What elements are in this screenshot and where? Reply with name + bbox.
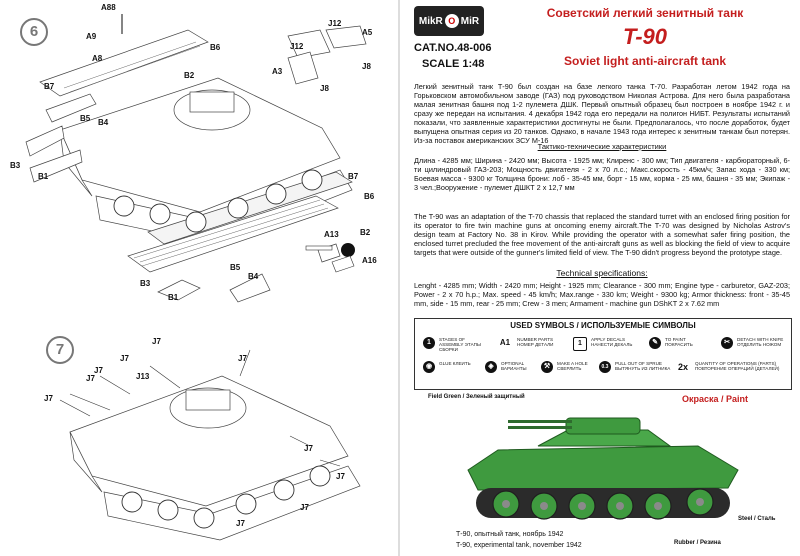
part-label: B3 [10,161,21,170]
spec-text-en: Lenght - 4285 mm; Width - 2420 mm; Height - 1925 mm; Clearance - 300 mm; Engine type - carburetor, GAZ-203; Power - 2 x 70 h.p.; Max. speed - 45 km/h; Max.range - 330 km; Weight - 9300 kg; Armor thickness: front - 35-45 mm, side - 15 mm, rear - 25 mm; Crew - 3 men; Armament - machine gun DShKT 2 x 7.62 mm [414,281,790,308]
model-title: T-90 [622,24,668,49]
part-label: J7 [120,354,129,363]
step-number-b: 7 [46,336,74,364]
part-label: J13 [136,372,150,381]
symbol-text: OPTIONAL ВАРИАНТЫ [501,361,527,372]
part-label: J12 [290,42,304,51]
symbol-text: MAKE A HOLE СВЕРЛИТЬ [557,361,588,372]
paint-title: Окраска / Paint [682,394,749,404]
paint-icon: ✎ [649,337,661,349]
part-label: J7 [336,472,345,481]
part-label: J8 [362,62,371,71]
symbol-text: QUANTITY OF OPERATIONS (PARTS) ПОВТОРЕНИЕ ОПЕРАЦИЙ (ДЕТАЛЕЙ) [695,361,780,372]
optional-icon: ◈ [485,361,497,373]
brand-text-right: MiR [460,15,480,27]
part-label: J7 [94,366,103,375]
glue-icon: ◉ [423,361,435,373]
part-label: J8 [320,84,329,93]
symbol-text: DETACH WITH KNIFE ОТДЕЛИТЬ НОЖОМ [737,337,784,348]
part-label: A9 [86,32,97,41]
part-label: A16 [362,256,377,265]
part-label: B7 [44,82,55,91]
symbol-text: PULL OUT OF SPRUE ВЫТЯНУТЬ ИЗ ЛИТНИКА [615,361,671,372]
part-label: B7 [348,172,359,181]
knife-icon: ✂ [721,337,733,349]
quantity-icon: 2x [677,362,688,372]
symbols-legend [414,318,792,390]
part-label: B1 [38,172,49,181]
tank-color-profile [448,400,748,530]
stage-icon: 1 [423,337,435,349]
scale-label: SCALE 1:48 [422,58,485,70]
info-page [400,0,800,556]
symbol-text: APPLY DECALS НАНЕСТИ ДЕКАЛЬ [591,337,633,348]
part-label: B1 [168,293,179,302]
caption-en: T-90, experimental tank, november 1942 [456,542,582,549]
caption-ru: Т-90, опытный танк, ноябрь 1942 [456,531,564,538]
part-label: J7 [238,354,247,363]
part-label: A8 [92,54,103,63]
part-label: J7 [44,394,53,403]
title-english: Soviet light anti-aircraft tank [563,54,727,68]
part-label: J7 [86,374,95,383]
part-label: B5 [80,114,91,123]
symbol-text: GLUE КЛЕИТЬ [439,361,471,366]
part-label: J7 [304,444,313,453]
part-label: B5 [230,263,241,272]
brand-logo [414,6,484,36]
part-label: A3 [272,67,283,76]
drill-icon: ⚒ [541,361,553,373]
decal-icon: 1 [573,337,587,351]
brand-emblem-icon: O [445,14,459,28]
part-label: J7 [152,337,161,346]
assembly-drawing-step-a [0,0,400,310]
title-russian: Советский легкий зенитный танк [546,6,744,20]
callout-field-green: Field Green / Зеленый защитный [428,394,525,400]
intro-text-en: The T-90 was an adaptation of the T-70 chassis that replaced the standard turret with an enclosed firing position for its operator to fire twin machine guns at oncoming enemy aircraft.The T-70 was designed by Nicholas Astrov's design team at Factory No. 38 in Kirov. While providing the operator with a somewhat safer firing position, the enclosed turret precluded the free movement of the anti-aircraft guns as well as blocking the field of view to acquire targets that were outside of the gunner's limited field of view. The T-90 didn't progress beyond the prototype stage. [414,212,790,257]
catalog-number: CAT.NO.48-006 [414,42,492,54]
part-label: B3 [140,279,151,288]
callout-steel: Steel / Сталь [738,516,776,522]
callout-rubber: Rubber / Резина [674,540,721,546]
step-number-a: 6 [20,18,48,46]
part-label: B6 [364,192,375,201]
part-label: B4 [248,272,259,281]
symbol-text: TO PAINT ПОКРАСИТЬ [665,337,693,348]
part-label: J7 [300,503,309,512]
symbols-title: USED SYMBOLS / ИСПОЛЬЗУЕМЫЕ СИМВОЛЫ [510,321,696,330]
part-label: A88 [101,3,116,12]
part-label: J12 [328,19,342,28]
intro-text-ru: Легкий зенитный танк Т-90 был создан на базе легкого танка Т-70. Разработан летом 1942 года на Горьковском автомобильном заводе (ГАЗ) под руководством Николая Астрова. Для него была разработана малая зенитная башня под 1-2 пулемета ДШК. Первый опытный образец был построен в ноябре 1942 г. и сразу же передан на испытания. 4 декабря 1942 года его передали на полигон НИБТ. Результаты испытаний показали, что заявленные характеристики достигнуты не были. Предполагалось, что после доработок, будет выпущена опытная серия из 20 танков. Однако, в начале 1943 года интерес к зенитным танкам был потерян. Из-за поставок американских ЗСУ М-16 [414,82,790,145]
part-label: B2 [360,228,371,237]
part-label: J7 [236,519,245,528]
part-number-icon: A1 [497,337,513,349]
sprue-icon: 0.3 [599,361,611,373]
symbol-text: NUMBER PARTS НОМЕР ДЕТАЛИ [517,337,554,348]
part-label: B6 [210,43,221,52]
symbol-text: STAGES OF ASSEMBLY ЭТАПЫ СБОРКИ [439,337,481,353]
part-label: A13 [324,230,339,239]
part-label: A5 [362,28,373,37]
spec-heading-en: Technical specifications: [556,268,648,278]
part-label: B4 [98,118,109,127]
spec-heading-ru: Тактико-технические характеристики [537,142,667,151]
part-label: B2 [184,71,195,80]
assembly-drawing-step-b [0,336,400,556]
spec-text-ru: Длина - 4285 мм; Ширина - 2420 мм; Высота - 1925 мм; Клиренс - 300 мм; Тип двигателя - карбюраторный, 6-ти цилиндровый ГАЗ-203; Мощность двигателя - 2 x 70 л.с.; Макс.скорость - 45км/ч; Запас хода - 330 км; Боевая масса - 9300 кг Толщина брони: лоб - 35-45 мм, борт - 15 мм, корма - 25 мм, башня - 35 мм; Экипаж - 3 чел.;Вооружение - пулемет ДШКТ 2 x 12,7 мм [414,156,790,192]
brand-text-left: MikR [418,15,443,27]
